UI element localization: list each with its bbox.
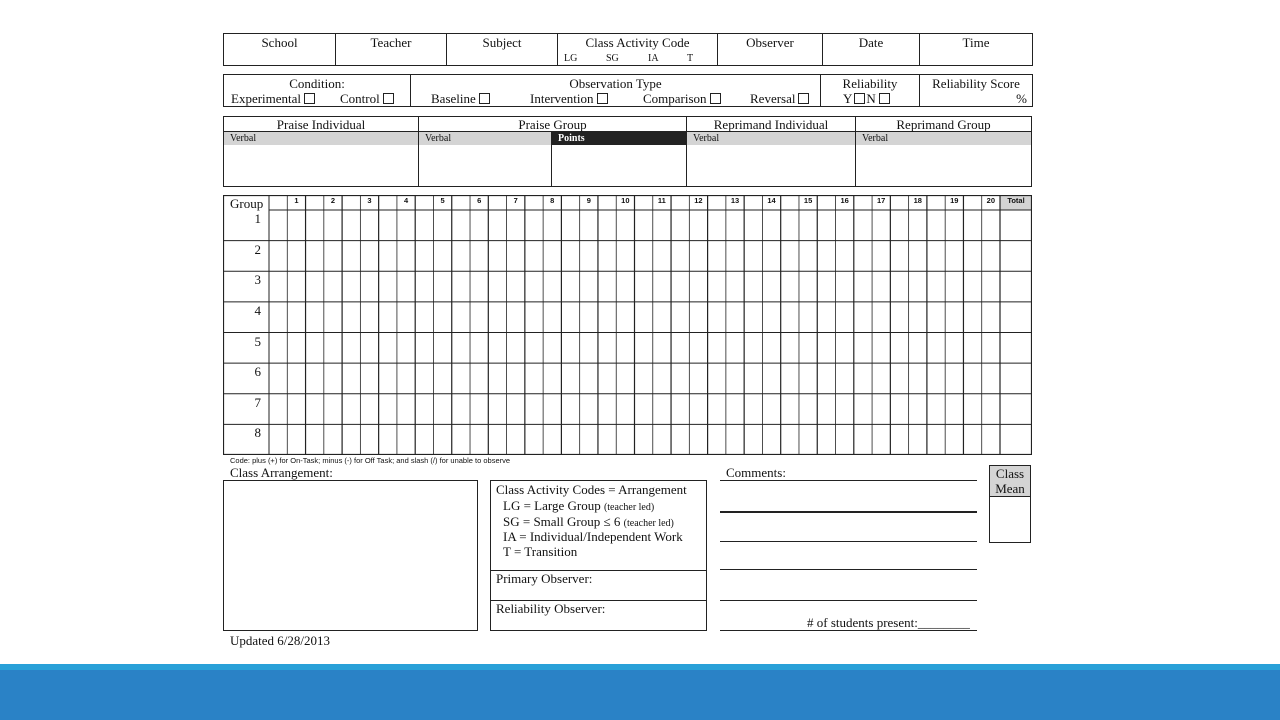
- group-row-label: 2: [254, 241, 261, 257]
- observation-type-section: [411, 75, 821, 106]
- group-row-label: 5: [254, 333, 261, 349]
- baseline-checkbox[interactable]: [479, 93, 490, 104]
- class-mean-box[interactable]: [989, 465, 1031, 543]
- teacher-field[interactable]: [336, 34, 447, 65]
- subject-field[interactable]: [447, 34, 558, 65]
- condition-section: [224, 75, 411, 106]
- percent-sign: %: [1016, 91, 1027, 106]
- code-lg[interactable]: LG: [564, 53, 578, 64]
- code-note: Code: plus (+) for On-Task; minus (-) for Off Task; and slash (/) for unable to observe: [230, 456, 511, 465]
- intervention-label: Intervention: [530, 91, 594, 106]
- interval-number: 18: [913, 196, 922, 205]
- interval-number: 10: [621, 196, 630, 205]
- date-field[interactable]: [823, 34, 920, 65]
- interval-number: 2: [330, 196, 336, 205]
- reversal-checkbox[interactable]: [798, 93, 809, 104]
- class-activity-code-field[interactable]: [558, 34, 718, 65]
- condition-row: [223, 74, 1033, 107]
- code-sg-definition: SG = Small Group ≤ 6: [503, 514, 621, 529]
- interval-number: 19: [950, 196, 959, 205]
- primary-observer-label[interactable]: Primary Observer:: [496, 571, 593, 586]
- praise-group-heading: Praise Group: [419, 117, 687, 131]
- code-lg-note: (teacher led): [603, 502, 655, 513]
- interval-number: 4: [403, 196, 409, 205]
- interval-number: 9: [586, 196, 591, 205]
- interval-number: 3: [367, 196, 372, 205]
- condition-label: Condition:: [289, 76, 345, 91]
- subject-label: Subject: [482, 35, 522, 50]
- praise-section: [223, 116, 1032, 187]
- reliability-score-field[interactable]: [920, 75, 1032, 106]
- school-label: School: [261, 35, 298, 50]
- code-ia-definition: IA = Individual/Independent Work: [503, 529, 683, 544]
- reliability-label: Reliability: [842, 76, 898, 91]
- experimental-checkbox[interactable]: [304, 93, 315, 104]
- interval-number: 6: [477, 196, 482, 205]
- activity-codes-title: Class Activity Codes = Arrangement: [496, 482, 687, 497]
- total-header: Total: [1007, 196, 1025, 205]
- interval-number: 11: [657, 196, 666, 205]
- date-label: Date: [858, 35, 884, 50]
- interval-number: 14: [767, 196, 776, 205]
- points-label: Points: [552, 132, 686, 145]
- time-field[interactable]: [920, 34, 1032, 65]
- praise-individual-verbal-box[interactable]: [224, 132, 419, 186]
- code-sg[interactable]: SG: [606, 53, 619, 64]
- interval-number: 8: [550, 196, 555, 205]
- interval-number: 16: [840, 196, 849, 205]
- group-row-label: 8: [254, 425, 261, 441]
- code-sg-note: (teacher led): [623, 518, 674, 529]
- updated-date: Updated 6/28/2013: [230, 633, 331, 648]
- praise-individual-heading: Praise Individual: [224, 117, 419, 131]
- reversal-label: Reversal: [750, 91, 796, 106]
- baseline-label: Baseline: [431, 91, 476, 106]
- footer-bar: [0, 670, 1280, 720]
- group-row-label: 6: [254, 364, 261, 380]
- comments-line[interactable]: [720, 600, 977, 601]
- time-label: Time: [962, 35, 990, 50]
- control-checkbox[interactable]: [383, 93, 394, 104]
- comments-line[interactable]: [720, 511, 977, 513]
- students-present-label[interactable]: # of students present:________: [807, 615, 970, 630]
- interval-number: 7: [513, 196, 518, 205]
- interval-grid: [223, 195, 1032, 455]
- observer-label: Observer: [746, 35, 794, 50]
- reliability-score-label: Reliability Score: [932, 76, 1020, 91]
- comments-label: Comments:: [726, 465, 786, 480]
- code-lg-definition: LG = Large Group: [503, 498, 601, 513]
- reliability-y-checkbox[interactable]: [854, 93, 865, 104]
- praise-group-points-box[interactable]: [552, 132, 687, 186]
- group-row-label: 3: [254, 272, 261, 288]
- interval-number: 5: [440, 196, 445, 205]
- interval-number: 12: [694, 196, 703, 205]
- class-arrangement-box[interactable]: [223, 480, 478, 631]
- reliability-n-checkbox[interactable]: [879, 93, 890, 104]
- class-arrangement-label: Class Arrangement:: [230, 465, 333, 480]
- group-header: Group: [230, 196, 264, 211]
- code-t-definition: T = Transition: [503, 544, 578, 559]
- comments-line[interactable]: [720, 480, 977, 481]
- reliability-section: [821, 75, 920, 106]
- reliability-y-label: Y: [843, 91, 853, 106]
- header-row: [223, 33, 1033, 66]
- interval-number: 20: [986, 196, 996, 205]
- reprimand-individual-verbal-box[interactable]: [687, 132, 856, 186]
- control-label: Control: [340, 91, 380, 106]
- reliability-observer-label[interactable]: Reliability Observer:: [496, 601, 606, 616]
- code-ia[interactable]: IA: [648, 53, 659, 64]
- verbal-label: Verbal: [856, 132, 1031, 145]
- comments-line[interactable]: [720, 569, 977, 570]
- reprimand-group-heading: Reprimand Group: [896, 117, 991, 132]
- comments-line[interactable]: [720, 541, 977, 542]
- interval-number: 15: [803, 196, 813, 205]
- praise-group-verbal-box[interactable]: [419, 132, 552, 186]
- group-row-label: 7: [254, 394, 261, 410]
- group-row-label: 1: [254, 211, 261, 226]
- reliability-n-label: N: [866, 91, 876, 106]
- interval-number: 1: [294, 196, 299, 205]
- reprimand-group-verbal-box[interactable]: [856, 132, 1031, 186]
- group-row-label: 4: [254, 302, 261, 318]
- verbal-label: Verbal: [224, 132, 418, 145]
- interval-number: 13: [730, 196, 740, 205]
- interval-number: 17: [877, 196, 886, 205]
- reprimand-individual-heading: Reprimand Individual: [687, 117, 856, 131]
- comparison-checkbox[interactable]: [710, 93, 721, 104]
- class-activity-code-label: Class Activity Code: [585, 35, 690, 50]
- verbal-label: Verbal: [687, 132, 855, 145]
- experimental-label: Experimental: [231, 91, 302, 106]
- verbal-label: Verbal: [419, 132, 551, 145]
- code-t[interactable]: T: [687, 53, 694, 64]
- teacher-label: Teacher: [370, 35, 412, 50]
- observer-field[interactable]: [718, 34, 823, 65]
- comparison-label: Comparison: [643, 91, 707, 106]
- school-field[interactable]: [224, 34, 336, 65]
- intervention-checkbox[interactable]: [597, 93, 608, 104]
- observation-type-label: Observation Type: [569, 76, 662, 91]
- class-mean-label: Class Mean: [990, 466, 1030, 497]
- activity-codes-box: [490, 480, 707, 631]
